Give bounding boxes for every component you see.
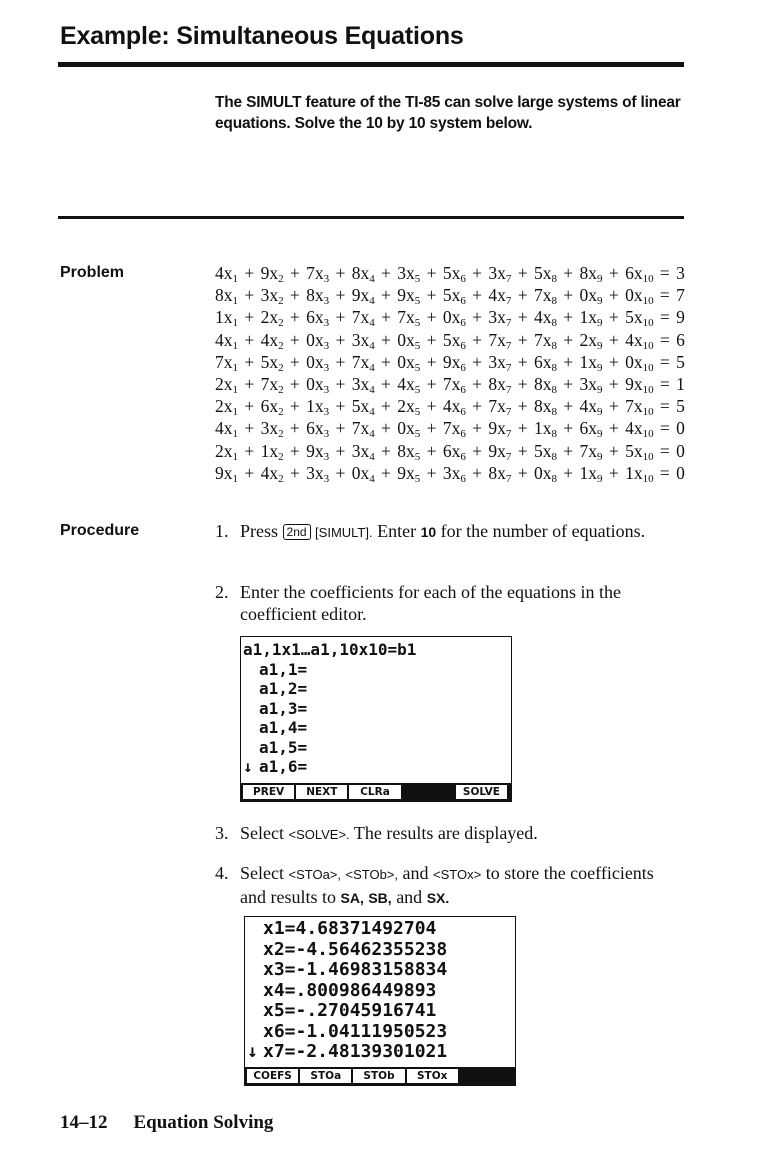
matrix-name-sx: SX. [426,890,450,906]
screen-row: a1,5= [259,737,308,757]
coefficient: 9 [397,285,406,306]
editor-rows [241,637,511,777]
equation-term: $3x_6$ [442,462,466,485]
equation-term: $4x_1$ [215,263,238,285]
equation-row: $4x_1$ + $9x_2$ + $7x_3$ + $8x_4$ + $3x_5$ + $5x_6$ + $3x_7$ + $5x_8$ + $8x_9$ + $6x_{10}$ = 3 [215,263,685,285]
equation-row: $2x_1$ + $7x_2$ + $0x_3$ + $3x_4$ + $4x_5$ + $7x_6$ + $8x_7$ + $8x_8$ + $3x_9$ + $9x_{10}$ = 1 [215,374,685,397]
equation-term: $4x_9$ [579,396,603,419]
page-footer [60,1112,273,1134]
equation-rhs: 5 [676,396,685,417]
equation-rhs: 0 [676,462,685,483]
matrix-name-sb: SB, [368,890,392,906]
step-number: 3. [215,823,229,843]
equation-term: $3x_7$ [488,307,512,330]
softkey-menu [245,1067,515,1085]
softkey-stoa[interactable]: STOa [300,1069,351,1083]
step-text [240,520,680,544]
equation-term: $3x_3$ [306,462,330,485]
equation-term: $9x_3$ [306,440,330,463]
equation-term: $0x_{10}$ [625,351,654,374]
coefficient: 4 [488,285,498,306]
equation-rhs: 5 [676,351,685,372]
section-name: Equation Solving [133,1112,274,1133]
coefficient: 7 [351,418,361,439]
screen-row: a1,2= [259,679,308,698]
calculator-screen-editor [240,636,512,802]
screen-row: a1,4= [259,718,308,737]
coefficient: 2 [579,329,589,350]
step-2 [215,581,680,625]
coefficient: 7 [442,374,452,395]
coefficient: 7 [397,307,406,328]
coefficient: 6 [442,440,452,461]
coefficient: 9 [442,351,452,372]
coefficient: 4 [533,307,543,328]
coefficient: 3 [442,462,452,483]
equation-term: $0x_3$ [306,374,330,397]
coefficient: 5 [625,307,634,328]
equation-rhs: 6 [676,329,685,350]
scroll-down-arrow-icon: ↓ [243,757,253,776]
coefficient: 1 [533,418,543,439]
coefficient: 9 [215,462,224,483]
coefficient: 4 [625,329,634,350]
coefficient: 0 [397,329,406,350]
coefficient: 6 [260,396,270,417]
equation-system [215,262,685,484]
softkey-clra[interactable]: CLRa [349,785,400,799]
step-3 [215,822,680,846]
stoa-menu-item: <STOa>, [288,867,341,882]
equation-term: $5x_6$ [442,263,466,285]
equation-row: $4x_1$ + $3x_2$ + $6x_3$ + $7x_4$ + $0x_5$ + $7x_6$ + $9x_7$ + $1x_8$ + $6x_9$ + $4x_{10}$ = 0 [215,418,685,441]
coefficient: 5 [442,285,452,306]
equation-term: $7x_6$ [442,418,466,441]
equation-term: $9x_7$ [488,418,512,441]
equation-term: $6x_8$ [533,351,557,374]
coefficient: 0 [397,351,406,372]
coefficient: 4 [442,396,452,417]
coefficient: 9 [488,440,498,461]
equation-term: $1x_3$ [306,396,330,419]
equation-term: $8x_9$ [579,263,603,285]
coefficient: 7 [533,329,543,350]
step-number: 2. [215,582,229,602]
equation-rhs: 9 [676,307,685,328]
screen-row: x6=-1.04111950523 [263,1020,448,1042]
equation-term: $1x_2$ [260,440,284,463]
equation-row: $8x_1$ + $3x_2$ + $8x_3$ + $9x_4$ + $9x_5$ + $5x_6$ + $4x_7$ + $7x_8$ + $0x_9$ + $0x_{10}$ = 7 [215,285,685,308]
screen-row: x2=-4.56462355238 [263,938,448,960]
equation-term: $7x_3$ [306,263,330,285]
equation-term: $2x_1$ [215,440,238,463]
equation-term: $4x_1$ [215,329,238,352]
second-key-icon: 2nd [283,524,311,540]
coefficient: 8 [215,285,224,306]
coefficient: 7 [351,351,361,372]
coefficient: 0 [397,418,406,439]
equation-term: $6x_{10}$ [625,263,654,285]
coefficient: 3 [351,329,361,350]
step-4 [215,862,680,909]
softkey-next[interactable]: NEXT [296,785,347,799]
coefficient: 7 [488,329,498,350]
coefficient: 2 [397,396,406,417]
coefficient: 1 [579,351,589,372]
equation-term: $3x_7$ [488,263,512,285]
coefficient: 4 [260,462,270,483]
coefficient: 5 [442,263,452,283]
coefficient: 6 [533,351,543,372]
equation-rhs: 1 [676,374,685,395]
equation-term: $4x_2$ [260,329,284,352]
coefficient: 0 [625,285,634,306]
equation-row: $2x_1$ + $6x_2$ + $1x_3$ + $5x_4$ + $2x_5$ + $4x_6$ + $7x_7$ + $8x_8$ + $4x_9$ + $7x_{10}$ = 5 [215,396,685,419]
step-verb: Press [240,521,279,541]
softkey-menu [241,783,511,801]
equation-term: $4x_7$ [488,285,512,308]
softkey-solve[interactable]: SOLVE [456,785,507,799]
equation-term: $5x_6$ [442,329,466,352]
screen-row: x4=.800986449893 [263,979,437,1001]
equation-term: $5x_8$ [533,440,557,463]
equation-term: $7x_8$ [533,329,557,352]
equation-term: $8x_8$ [533,396,557,419]
coefficient: 8 [579,263,589,283]
equation-term: $1x_9$ [579,307,603,330]
equation-term: $6x_3$ [306,418,330,441]
coefficient: 8 [488,374,498,395]
scroll-down-arrow-icon: ↓ [247,1041,258,1062]
equation-term: $2x_9$ [579,329,603,352]
coefficient: 3 [351,440,361,461]
equation-term: $0x_{10}$ [625,285,654,308]
softkey-stox[interactable]: STOx [407,1069,458,1083]
equation-term: $8x_4$ [351,263,375,285]
coefficient: 3 [488,263,498,283]
equation-term: $9x_6$ [442,351,466,374]
screen-row: a1,3= [259,698,308,718]
coefficient: 8 [488,462,498,483]
equation-term: $8x_7$ [488,374,512,397]
coefficient: 7 [215,351,224,372]
equation-term: $9x_7$ [488,440,512,463]
equation-term: $0x_5$ [397,418,421,441]
equation-count: 10 [420,524,437,540]
equation-term: $1x_9$ [579,462,603,485]
equation-term: $0x_6$ [442,307,466,330]
equation-row: $7x_1$ + $5x_2$ + $0x_3$ + $7x_4$ + $0x_5$ + $9x_6$ + $3x_7$ + $6x_8$ + $1x_9$ + $0x_{10}$ = 5 [215,351,685,374]
equation-term: $3x_4$ [351,374,375,397]
equation-term: $8x_7$ [488,462,512,485]
coefficient: 3 [488,307,498,328]
coefficient: 4 [215,418,224,439]
equation-term: $6x_6$ [442,440,466,463]
coefficient: 9 [488,418,498,439]
coefficient: 5 [625,440,634,461]
stox-menu-item: <STOx> [433,867,482,882]
coefficient: 2 [215,396,224,417]
step-text: Select <SOLVE>. The results are displayed. [240,823,538,843]
coefficient: 7 [625,396,634,417]
equation-row: $4x_1$ + $4x_2$ + $0x_3$ + $3x_4$ + $0x_5$ + $5x_6$ + $7x_7$ + $7x_8$ + $2x_9$ + $4x_{10}$ = 6 [215,329,685,352]
coefficient: 2 [260,307,270,328]
coefficient: 5 [260,351,270,372]
equation-term: $7x_8$ [533,285,557,308]
coefficient: 5 [533,440,543,461]
coefficient: 4 [579,396,589,417]
screen-row: x3=-1.46983158834 [263,959,448,980]
coefficient: 3 [488,351,498,372]
equation-term: $7x_7$ [488,396,512,419]
softkey-stob[interactable]: STOb [353,1069,404,1083]
equation-term: $4x_2$ [260,462,284,485]
step-1 [215,520,680,544]
equation-term: $9x_{10}$ [625,374,654,397]
coefficient: 3 [260,418,270,439]
coefficient: 9 [625,374,634,395]
equation-term: $4x_5$ [397,374,421,397]
equation-term: $7x_9$ [579,440,603,463]
equation-term: $9x_4$ [351,285,375,308]
equation-term: $0x_4$ [351,462,375,485]
equation-term: $2x_5$ [397,396,421,419]
coefficient: 8 [306,285,315,306]
coefficient: 3 [306,462,315,483]
equation-term: $7x_4$ [351,351,375,374]
equation-row: $2x_1$ + $1x_2$ + $9x_3$ + $3x_4$ + $8x_5$ + $6x_6$ + $9x_7$ + $5x_8$ + $7x_9$ + $5x_{10}$ = 0 [215,440,685,463]
equation-term: $9x_1$ [215,462,238,485]
equation-term: $1x_{10}$ [625,462,654,485]
equation-term: $0x_3$ [306,351,330,374]
equation-term: $2x_1$ [215,374,238,397]
coefficient: 7 [533,285,543,306]
coefficient: 5 [442,329,452,350]
coefficient: 0 [351,462,361,483]
coefficient: 1 [579,307,589,328]
equation-term: $8x_1$ [215,285,238,308]
coefficient: 3 [260,285,270,306]
equation-term: $4x_6$ [442,396,466,419]
coefficient: 7 [306,263,315,283]
problem-label: Problem [60,264,125,281]
screen-row: a1,1= [259,659,308,679]
equation-term: $8x_8$ [533,374,557,397]
equation-term: $0x_9$ [579,285,603,308]
coefficient: 6 [306,418,315,439]
equation-term: $7x_7$ [488,329,512,352]
intro-text: The SIMULT feature of the TI-85 can solve large systems of linear equations. Solve the 10 by 10 system below. [215,94,681,132]
result-rows [245,917,515,1063]
screen-row: a1,1x1…a1,10x10=b1 [243,640,417,659]
equation-term: $5x_4$ [351,396,375,419]
equation-term: $7x_5$ [397,307,421,330]
step-rest: for the number of equations. [440,521,646,541]
coefficient: 0 [442,307,452,328]
coefficient: 1 [260,440,270,461]
solve-menu-item: <SOLVE>. [288,827,350,842]
equation-term: $7x_6$ [442,374,466,397]
equation-term: $8x_5$ [397,440,421,463]
page-title: Example: Simultaneous Equations [60,22,464,50]
coefficient: 6 [625,263,634,283]
equation-term: $3x_7$ [488,351,512,374]
equation-term: $2x_1$ [215,396,238,419]
equation-rhs: 0 [676,440,685,461]
coefficient: 9 [351,285,361,306]
title-rule [58,62,684,67]
coefficient: 1 [625,462,634,483]
equation-row: $1x_1$ + $2x_2$ + $6x_3$ + $7x_4$ + $7x_5$ + $0x_6$ + $3x_7$ + $4x_8$ + $1x_9$ + $5x_{10}$ = 9 [215,307,685,330]
screen-row: x5=-.27045916741 [263,1000,437,1021]
coefficient: 0 [579,285,589,306]
softkey-empty [460,1069,511,1083]
coefficient: 2 [215,374,224,395]
equation-term: $2x_2$ [260,307,284,330]
coefficient: 2 [215,440,224,461]
coefficient: 5 [533,263,543,283]
coefficient: 7 [351,307,361,328]
section-rule [58,216,684,219]
step-text: Select <STOa>, <STOb>, and <STOx> to store the coefficients and results to SA, SB, and SX. [240,863,654,907]
coefficient: 0 [625,351,634,372]
equation-term: $4x_1$ [215,418,238,441]
coefficient: 7 [442,418,452,439]
coefficient: 7 [260,374,270,395]
coefficient: 4 [215,329,224,350]
equation-term: $5x_8$ [533,263,557,285]
coefficient: 8 [533,374,543,395]
equation-term: $9x_5$ [397,285,421,308]
coefficient: 8 [533,396,543,417]
coefficient: 1 [215,307,224,328]
coefficient: 8 [351,263,361,283]
coefficient: 4 [625,418,634,439]
coefficient: 3 [351,374,361,395]
coefficient: 9 [306,440,315,461]
equation-term: $6x_9$ [579,418,603,441]
coefficient: 3 [579,374,589,395]
equation-term: $6x_2$ [260,396,284,419]
step-text: Enter the coefficients for each of the equations in the coefficient editor. [240,582,622,624]
softkey-coefs[interactable]: COEFS [247,1069,298,1083]
equation-term: $0x_8$ [533,462,557,485]
equation-term: $7x_4$ [351,418,375,441]
equation-term: $5x_2$ [260,351,284,374]
softkey-empty [403,785,454,799]
equation-term: $4x_{10}$ [625,329,654,352]
equation-term: $7x_{10}$ [625,396,654,419]
equation-rhs: 7 [676,285,685,306]
screen-row: x1=4.68371492704 [263,918,437,939]
coefficient: 9 [397,462,406,483]
equation-term: $4x_8$ [533,307,557,330]
equation-term: $0x_5$ [397,351,421,374]
coefficient: 4 [260,329,270,350]
coefficient: 0 [306,374,315,395]
simult-menu-label: [SIMULT]. [315,525,373,540]
coefficient: 6 [579,418,589,439]
equation-term: $9x_2$ [260,263,284,285]
page-number: 14–12 [60,1112,108,1133]
coefficient: 3 [397,263,406,283]
coefficient: 5 [351,396,361,417]
screen-row: ↓ a1,6= [243,757,308,776]
equation-term: $5x_{10}$ [625,440,654,463]
equation-term: $3x_5$ [397,263,421,285]
matrix-name-sa: SA, [340,890,364,906]
coefficient: 1 [306,396,315,417]
equation-term: $0x_5$ [397,329,421,352]
equation-term: $7x_2$ [260,374,284,397]
coefficient: 7 [488,396,498,417]
equation-term: $1x_8$ [533,418,557,441]
coefficient: 7 [579,440,589,461]
equation-term: $5x_6$ [442,285,466,308]
screen-row: ↓ x7=-2.48139301021 [247,1041,448,1062]
step-verb: Enter [377,521,417,541]
coefficient: 0 [306,351,315,372]
equation-term: $0x_3$ [306,329,330,352]
equation-term: $3x_4$ [351,329,375,352]
coefficient: 4 [397,374,406,395]
coefficient: 1 [579,462,589,483]
equation-term: $3x_9$ [579,374,603,397]
equation-term: $7x_4$ [351,307,375,330]
equation-rhs: 0 [676,418,685,439]
stob-menu-item: <STOb>, [345,867,399,882]
equation-term: $5x_{10}$ [625,307,654,330]
equation-term: $3x_4$ [351,440,375,463]
equation-term: $3x_2$ [260,285,284,308]
coefficient: 4 [215,263,224,283]
equation-term: $9x_5$ [397,462,421,485]
equation-term: $6x_3$ [306,307,330,330]
step-number: 1. [215,521,229,541]
coefficient: 6 [306,307,315,328]
coefficient: 9 [260,263,270,283]
step-number: 4. [215,863,229,883]
coefficient: 8 [397,440,406,461]
equation-term: $1x_1$ [215,307,238,330]
equation-rhs: 3 [676,263,685,283]
equation-term: $4x_{10}$ [625,418,654,441]
equation-term: $3x_2$ [260,418,284,441]
equation-term: $1x_9$ [579,351,603,374]
equation-term: $8x_3$ [306,285,330,308]
equation-term: $7x_1$ [215,351,238,374]
coefficient: 0 [533,462,543,483]
procedure-label: Procedure [60,522,140,539]
calculator-screen-results [244,916,516,1086]
softkey-prev[interactable]: PREV [243,785,294,799]
equation-row: $9x_1$ + $4x_2$ + $3x_3$ + $0x_4$ + $9x_5$ + $3x_6$ + $8x_7$ + $0x_8$ + $1x_9$ + $1x_{10}$ = 0 [215,462,685,485]
coefficient: 0 [306,329,315,350]
